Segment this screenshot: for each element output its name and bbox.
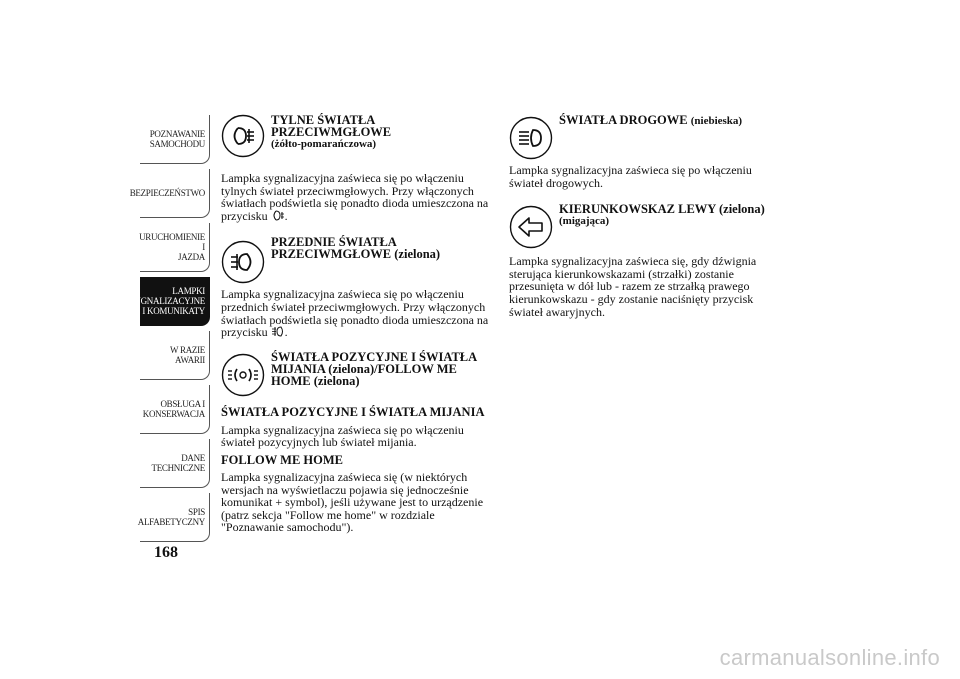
follow-me-home-text: Lampka sygnalizacyjna zaświeca się (w niektórych wersjach na wyświetlaczu pojawia się jednocześnie komunikat + symbol), jeśli używane jest to urządzenie (patrz sekcja "Follow me home" w rozdziale "Poznawanie samochodu"). <box>221 469 484 535</box>
watermark: carmanualsonline.info <box>719 645 940 670</box>
rear-fog-title-line1: TYLNE ŚWIATŁA <box>271 113 376 127</box>
page-number: 168 <box>154 544 178 561</box>
front-fog-title-line1: PRZEDNIE ŚWIATŁA <box>271 235 397 250</box>
tab-w-razie-awarii[interactable]: W RAZIE AWARII <box>140 331 210 380</box>
tab-bezpieczenstwo[interactable]: BEZPIECZEŃSTWO <box>140 169 210 218</box>
left-turn-title-line1: KIERUNKOWSKAZ LEWY (zielona) <box>559 202 765 217</box>
position-title-line1: ŚWIATŁA POZYCYJNE I ŚWIATŁA <box>271 349 478 364</box>
position-title-line3: HOME (zielona) <box>271 373 360 388</box>
high-beam-section <box>509 112 781 164</box>
tab-poznawanie-samochodu[interactable]: POZNAWANIE SAMOCHODU <box>140 115 210 164</box>
front-fog-light-icon <box>221 240 265 284</box>
rear-fog-title-sub: (żółto-pomarańczowa) <box>271 138 377 150</box>
high-beam-text: Lampka sygnalizacyjna zaświeca się po włączeniu świateł drogowych. <box>509 163 752 190</box>
rear-fog-button-icon <box>271 210 285 221</box>
left-column <box>221 112 493 534</box>
front-fog-title-line2: PRZECIWMGŁOWE (zielona) <box>271 247 441 262</box>
rear-fog-section <box>221 112 493 172</box>
high-beam-title: ŚWIATŁA DROGOWE <box>559 113 688 127</box>
high-beam-icon <box>509 116 553 160</box>
front-fog-button-icon <box>271 326 285 337</box>
follow-me-home-subhead: FOLLOW ME HOME <box>221 452 343 467</box>
rear-fog-light-icon <box>221 114 265 158</box>
rear-fog-title-line2: PRZECIWMGŁOWE <box>271 125 392 139</box>
left-turn-title-line2: (migająca) <box>559 215 610 228</box>
high-beam-title-sub: (niebieska) <box>690 115 743 127</box>
position-subhead: ŚWIATŁA POZYCYJNE I ŚWIATŁA MIJANIA <box>221 404 485 419</box>
right-column <box>509 112 781 318</box>
rear-fog-text: Lampka sygnalizacyjna zaświeca się po włączeniu tylnych świateł przeciwmgłowych. Przy włączonych światłach podświetla się ponadto dioda umieszczona na przycisku . <box>221 171 489 223</box>
front-fog-text: Lampka sygnalizacyjna zaświeca się po włączeniu przednich świateł przeciwmgłowych. Przy włączonych światłach podświetla się ponadto dioda umieszczona na przycisku . <box>221 287 489 340</box>
tab-lampki-sygnalizacyjne[interactable]: LAMPKI SYGNALIZACYJNE I KOMUNIKATY <box>140 277 210 326</box>
position-title-line2: MIJANIA (zielona)/FOLLOW ME <box>271 361 457 376</box>
left-turn-section <box>509 203 781 255</box>
tab-obsluga-i-konserwacja[interactable]: OBSŁUGA I KONSERWACJA <box>140 385 210 434</box>
position-lights-section <box>221 351 493 406</box>
position-text: Lampka sygnalizacyjna zaświeca się po włączeniu świateł pozycyjnych lub świateł mijania. <box>221 422 464 450</box>
tab-dane-techniczne[interactable]: DANE TECHNICZNE <box>140 439 210 488</box>
left-turn-arrow-icon <box>509 205 553 249</box>
left-turn-text: Lampka sygnalizacyjna zaświeca się, gdy dźwignia sterująca kierunkowskazami (strzałki) zostanie przesunięta w dół lub - razem ze strzałką prawego kierunkowskazu - gdy zostanie naciśnięty przycisk świateł awaryjnych. <box>509 254 757 319</box>
tab-uruchomienie-i-jazda[interactable]: URUCHOMIENIE I JAZDA <box>140 223 210 272</box>
position-lights-icon <box>221 353 265 397</box>
tab-spis-alfabetyczny[interactable]: SPIS ALFABETYCZNY <box>140 493 210 542</box>
front-fog-section <box>221 236 493 288</box>
